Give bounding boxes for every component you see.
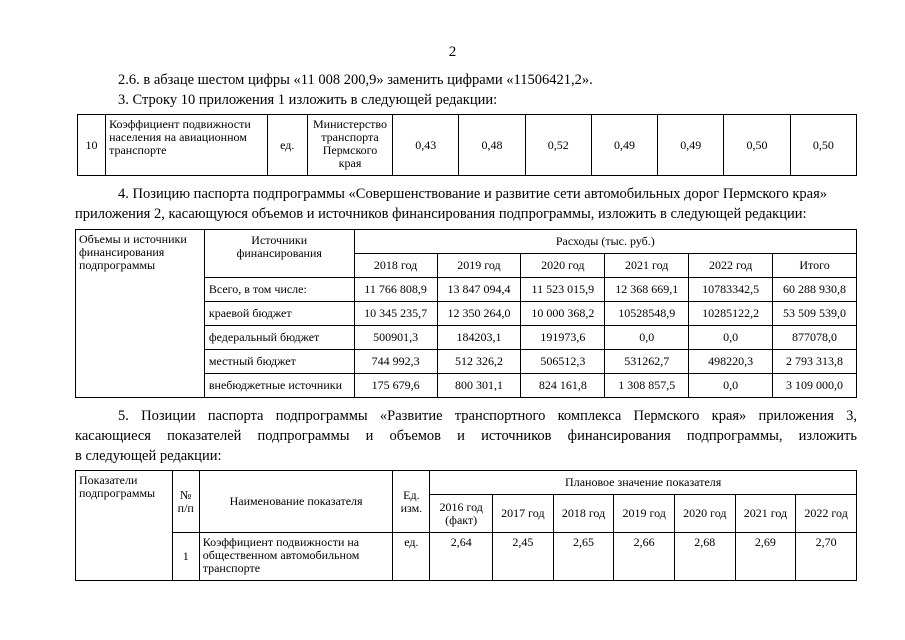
amount-cell: 53 509 539,0 [773, 302, 857, 326]
amount-cell: 3 109 000,0 [773, 374, 857, 398]
amount-cell: 1 308 857,5 [605, 374, 689, 398]
paragraph-5-line1: 5. Позиции паспорта подпрограммы «Развитие транспортного комплекса Пермского края» приложения 3, [118, 408, 857, 424]
amount-cell: 12 368 669,1 [605, 278, 689, 302]
year-header: 2016 год (факт) [430, 495, 493, 533]
amount-cell: 0,0 [689, 326, 773, 350]
indicator-name: Коэффициент подвижности населения на авиационном транспорте [106, 115, 268, 176]
value-cell: 0,49 [658, 115, 724, 176]
amount-cell: 531262,7 [605, 350, 689, 374]
amount-cell: 512 326,2 [437, 350, 521, 374]
year-header: 2020 год [521, 254, 605, 278]
indicator-row-table [77, 114, 857, 176]
amount-cell: 498220,3 [689, 350, 773, 374]
amount-cell: 13 847 094,4 [437, 278, 521, 302]
indicators-table [75, 470, 857, 581]
year-header: 2018 год [354, 254, 437, 278]
row-number: 10 [78, 115, 106, 176]
row-number: 1 [172, 533, 199, 581]
value-cell: 0,49 [591, 115, 657, 176]
year-header: 2021 год [605, 254, 689, 278]
value-cell: 2,70 [796, 533, 857, 581]
paragraph-3: 3. Строку 10 приложения 1 изложить в следующей редакции: [118, 92, 498, 108]
value-cell: 2,65 [553, 533, 614, 581]
year-header: 2019 год [437, 254, 521, 278]
paragraph-4-line2: приложения 2, касающуюся объемов и источников финансирования подпрограммы, изложить в следующей редакции: [75, 206, 807, 222]
year-header: 2022 год [689, 254, 773, 278]
indicators-column-header: Показатели подпрограммы [76, 471, 173, 581]
paragraph-2-6: 2.6. в абзаце шестом цифры «11 008 200,9» заменить цифрами «11506421,2». [118, 72, 593, 88]
paragraph-5-line3: в следующей редакции: [75, 448, 222, 464]
unit-header: Ед. изм. [393, 471, 430, 533]
amount-cell: 10 345 235,7 [354, 302, 437, 326]
value-cell: 2,68 [674, 533, 735, 581]
amount-cell: 877078,0 [773, 326, 857, 350]
amount-cell: 10 000 368,2 [521, 302, 605, 326]
financing-column-header: Объемы и источники финансирования подпрограммы [76, 230, 205, 398]
value-cell: 0,48 [459, 115, 525, 176]
financing-table [75, 229, 857, 398]
name-header: Наименование показателя [199, 471, 393, 533]
amount-cell: 2 793 313,8 [773, 350, 857, 374]
value-cell: 0,50 [790, 115, 856, 176]
amount-cell: 0,0 [605, 326, 689, 350]
amount-cell: 744 992,3 [354, 350, 437, 374]
amount-cell: 191973,6 [521, 326, 605, 350]
amount-cell: 10285122,2 [689, 302, 773, 326]
year-header: 2018 год [553, 495, 614, 533]
plan-header: Плановое значение показателя [430, 471, 857, 495]
sources-header: Источники финансирования [204, 230, 354, 278]
source-label: краевой бюджет [204, 302, 354, 326]
year-header: 2021 год [735, 495, 796, 533]
responsible-org: Министерство транспорта Пермского края [307, 115, 392, 176]
amount-cell: 12 350 264,0 [437, 302, 521, 326]
source-label: местный бюджет [204, 350, 354, 374]
amount-cell: 10528548,9 [605, 302, 689, 326]
year-header: 2019 год [614, 495, 675, 533]
value-cell: 0,52 [525, 115, 591, 176]
amount-cell: 10783342,5 [689, 278, 773, 302]
value-cell: 2,66 [614, 533, 675, 581]
amount-cell: 0,0 [689, 374, 773, 398]
year-header: 2020 год [674, 495, 735, 533]
table-row [76, 533, 857, 581]
unit: ед. [267, 115, 307, 176]
amount-cell: 824 161,8 [521, 374, 605, 398]
source-label: внебюджетные источники [204, 374, 354, 398]
amount-cell: 506512,3 [521, 350, 605, 374]
year-header: 2017 год [493, 495, 554, 533]
value-cell: 0,50 [724, 115, 790, 176]
value-cell: 0,43 [393, 115, 459, 176]
source-label: Всего, в том числе: [204, 278, 354, 302]
value-cell: 2,69 [735, 533, 796, 581]
amount-cell: 11 766 808,9 [354, 278, 437, 302]
paragraph-4-line1: 4. Позицию паспорта подпрограммы «Совершенствование и развитие сети автомобильных дорог Пермского края» [118, 186, 828, 202]
amount-cell: 184203,1 [437, 326, 521, 350]
amount-cell: 11 523 015,9 [521, 278, 605, 302]
page-number: 2 [448, 44, 457, 60]
year-header: 2022 год [796, 495, 857, 533]
unit: ед. [393, 533, 430, 581]
amount-cell: 60 288 930,8 [773, 278, 857, 302]
source-label: федеральный бюджет [204, 326, 354, 350]
value-cell: 2,64 [430, 533, 493, 581]
amount-cell: 500901,3 [354, 326, 437, 350]
value-cell: 2,45 [493, 533, 554, 581]
amount-cell: 800 301,1 [437, 374, 521, 398]
amount-cell: 175 679,6 [354, 374, 437, 398]
expenses-header: Расходы (тыс. руб.) [354, 230, 856, 254]
indicator-name: Коэффициент подвижности на общественном автомобильном транспорте [199, 533, 393, 581]
total-header: Итого [773, 254, 857, 278]
num-header: № п/п [172, 471, 199, 533]
paragraph-5-line2: касающиеся показателей подпрограммы и объемов и источников финансирования подпрограммы, изложить [75, 428, 857, 444]
